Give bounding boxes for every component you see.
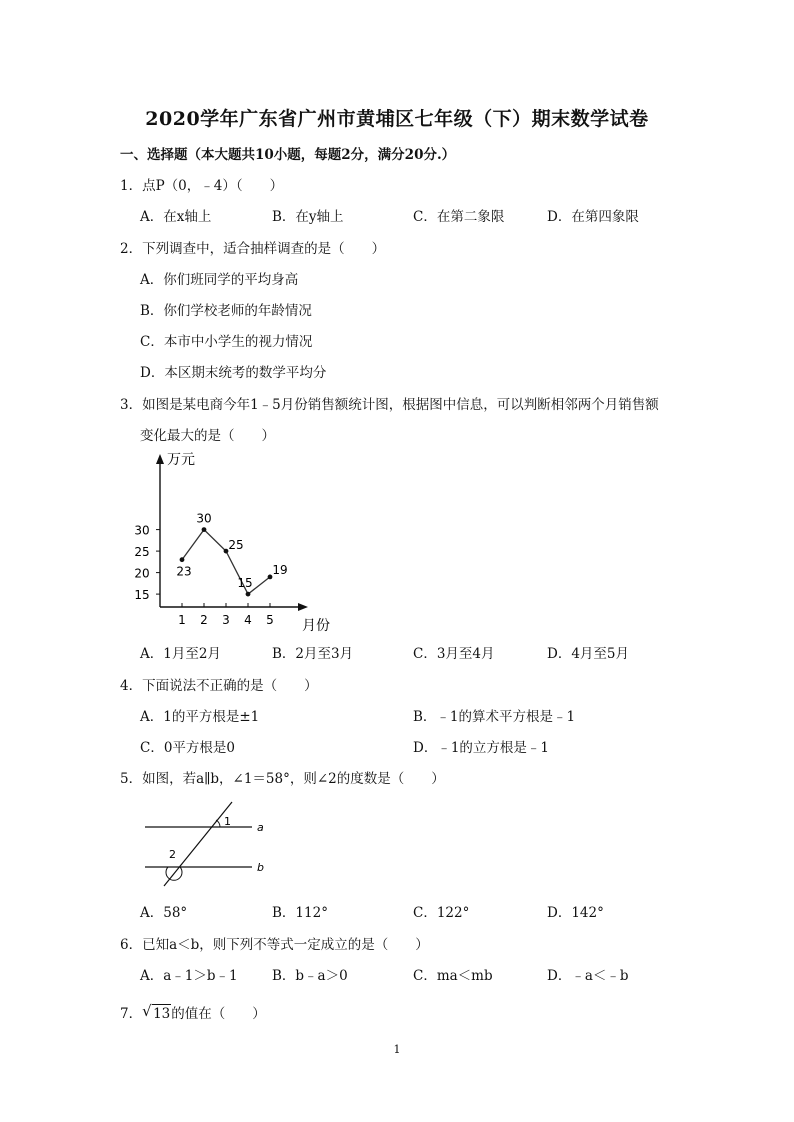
question-5-option-a: A．58° xyxy=(140,905,188,921)
question-6-option-c: C．ma＜mb xyxy=(413,968,493,984)
data-label: 23 xyxy=(176,564,192,579)
y-axis-title: 万元 xyxy=(167,452,195,468)
question-7-number: 7． xyxy=(120,1006,143,1022)
y-tick-label: 20 xyxy=(134,566,150,581)
radicand: 13 xyxy=(153,1006,171,1022)
data-point xyxy=(246,592,251,597)
x-tick-label: 4 xyxy=(244,613,252,627)
question-6-option-b: B．b﹣a＞0 xyxy=(272,968,348,984)
question-1-option-d: D．在第四象限 xyxy=(547,209,639,225)
x-tick-label: 3 xyxy=(222,613,230,627)
question-4-stem: 4．下面说法不正确的是（ ） xyxy=(120,678,318,694)
question-3-option-a: A．1月至2月 xyxy=(140,646,221,662)
question-1-option-b: B．在y轴上 xyxy=(272,209,344,225)
question-6-option-d: D．﹣a＜﹣b xyxy=(547,968,629,984)
question-3-option-d: D．4月至5月 xyxy=(547,646,630,662)
question-5-stem: 5．如图，若a∥b，∠1＝58°，则∠2的度数是（ ） xyxy=(120,771,445,787)
question-3-option-c: C．3月至4月 xyxy=(413,646,495,662)
question-7-stem xyxy=(120,1004,266,1023)
question-5-option-d: D．142° xyxy=(547,905,604,921)
question-2-option-b: B．你们学校老师的年龄情况 xyxy=(140,303,312,319)
sqrt-icon: √ xyxy=(142,1002,152,1020)
question-1-stem: 1．点P（0，﹣4）（ ） xyxy=(120,178,284,194)
question-2-stem: 2．下列调查中，适合抽样调查的是（ ） xyxy=(120,241,386,257)
question-3-option-b: B．2月至3月 xyxy=(272,646,354,662)
data-label: 25 xyxy=(228,538,244,553)
y-tick-label: 30 xyxy=(134,523,150,538)
line-b-label: b xyxy=(257,861,264,874)
y-tick-label: 15 xyxy=(134,588,150,603)
line-a-label: a xyxy=(257,821,264,834)
data-point xyxy=(202,527,207,532)
question-3-stem-line-1: 3．如图是某电商今年1﹣5月份销售额统计图，根据图中信息，可以判断相邻两个月销售额 xyxy=(120,397,659,413)
data-label: 30 xyxy=(196,511,212,526)
x-axis-arrow-icon xyxy=(298,603,308,611)
question-2-option-a: A．你们班同学的平均身高 xyxy=(140,272,299,288)
question-3-stem-line-2: 变化最大的是（ ） xyxy=(140,428,275,444)
question-4-option-a: A．1的平方根是±1 xyxy=(140,709,260,725)
question-4-option-c: C．0平方根是0 xyxy=(140,740,236,756)
page-title: 2020学年广东省广州市黄埔区七年级（下）期末数学试卷 xyxy=(145,108,649,130)
x-tick-label: 1 xyxy=(178,613,186,627)
data-label: 15 xyxy=(237,576,253,591)
question-2-option-c: C．本市中小学生的视力情况 xyxy=(140,334,313,350)
data-label: 19 xyxy=(272,562,288,577)
question-5-option-b: B．112° xyxy=(272,905,328,921)
angle-1-label: 1 xyxy=(224,815,231,828)
question-2-option-d: D．本区期末统考的数学平均分 xyxy=(140,365,327,381)
question-5-option-c: C．122° xyxy=(413,905,470,921)
sqrt-expression xyxy=(142,1004,171,1023)
question-1-option-a: A．在x轴上 xyxy=(140,209,212,225)
parallel-lines-figure xyxy=(140,798,280,890)
question-6-option-a: A．a﹣1＞b﹣1 xyxy=(140,968,238,984)
y-axis-arrow-icon xyxy=(156,454,164,464)
question-4-option-b: B．﹣1的算术平方根是﹣1 xyxy=(413,709,576,725)
x-axis-title: 月份 xyxy=(302,618,330,634)
y-tick-label: 25 xyxy=(134,545,150,560)
x-tick-label: 2 xyxy=(200,613,208,627)
data-point xyxy=(180,557,185,562)
x-tick-label: 5 xyxy=(266,613,274,627)
series-line xyxy=(182,530,270,595)
question-6-stem: 6．已知a＜b，则下列不等式一定成立的是（ ） xyxy=(120,937,429,953)
transversal xyxy=(164,802,232,886)
sales-line-chart xyxy=(130,452,345,637)
question-7-tail: 的值在（ ） xyxy=(171,1006,266,1022)
angle-2-label: 2 xyxy=(169,848,176,861)
question-1-option-c: C．在第二象限 xyxy=(413,209,505,225)
section-heading: 一、选择题（本大题共10小题，每题2分，满分20分.） xyxy=(120,147,456,163)
question-4-option-d: D．﹣1的立方根是﹣1 xyxy=(413,740,550,756)
page-number: 1 xyxy=(393,1043,401,1056)
